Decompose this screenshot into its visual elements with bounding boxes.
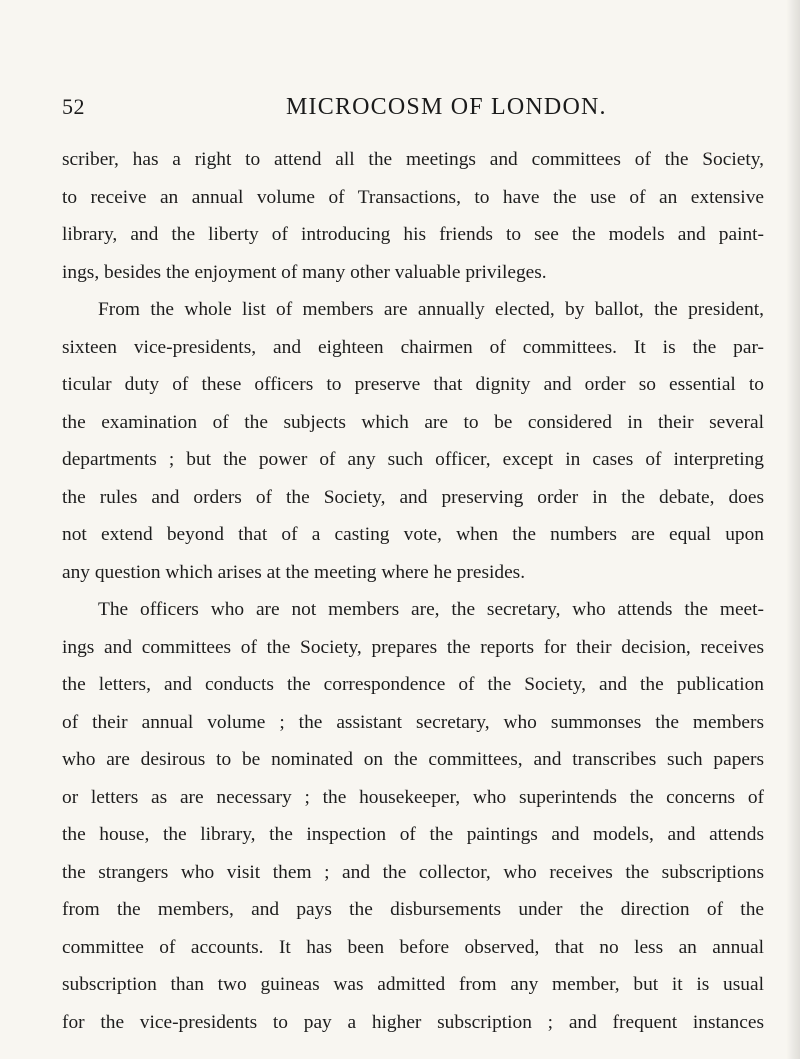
text-line: From the whole list of members are annually elected, by ballot, the president, — [98, 299, 764, 320]
text-line: not extend beyond that of a casting vote, when the numbers are equal upon — [62, 524, 764, 545]
text-line: the examination of the subjects which are to be considered in their several — [62, 411, 764, 433]
text-line: subscription than two guineas was admitted from any member, but it is usual — [62, 974, 764, 995]
page-heading: MICROCOSM OF LONDON. — [286, 94, 607, 120]
text-line: library, and the liberty of introducing his friends to see the models and paint- — [62, 224, 764, 245]
text-line: departments ; but the power of any such officer, except in cases of interpreting — [62, 449, 764, 470]
text-line: scriber, has a right to attend all the meetings and committees of the Society, — [62, 149, 764, 170]
text-line: the house, the library, the inspection of the paintings and models, and attends — [62, 824, 764, 845]
text-line: of their annual volume ; the assistant secretary, who summonses the members — [62, 711, 764, 733]
text-line: sixteen vice-presidents, and eighteen chairmen of committees. It is the par- — [62, 336, 764, 358]
text-line: the strangers who visit them ; and the collector, who receives the subscriptions — [62, 861, 764, 883]
text-line: the letters, and conducts the correspondence of the Society, and the publication — [62, 674, 764, 695]
running-head — [62, 94, 762, 124]
text-line: ticular duty of these officers to preserve that dignity and order so essential to — [62, 374, 764, 395]
text-line: ings and committees of the Society, prepares the reports for their decision, receives — [62, 636, 764, 658]
text-line: or letters as are necessary ; the housekeeper, who superintends the concerns of — [62, 786, 764, 808]
text-line: any question which arises at the meeting where he presides. — [62, 561, 526, 583]
text-line: from the members, and pays the disbursements under the direction of the — [62, 899, 764, 920]
text-line: the rules and orders of the Society, and preserving order in the debate, does — [62, 486, 764, 508]
text-line: The officers who are not members are, the secretary, who attends the meet- — [98, 599, 764, 620]
text-line: to receive an annual volume of Transactions, to have the use of an extensive — [62, 186, 764, 208]
text-line: committee of accounts. It has been before observed, that no less an annual — [62, 936, 764, 958]
page-number: 52 — [62, 94, 85, 119]
body-text — [62, 141, 764, 1041]
text-line: who are desirous to be nominated on the committees, and transcribes such papers — [62, 749, 764, 770]
page-edge-shadow — [786, 0, 800, 1059]
text-line: ings, besides the enjoyment of many other valuable privileges. — [62, 261, 547, 283]
text-line: for the vice-presidents to pay a higher subscription ; and frequent instances — [62, 1011, 764, 1033]
